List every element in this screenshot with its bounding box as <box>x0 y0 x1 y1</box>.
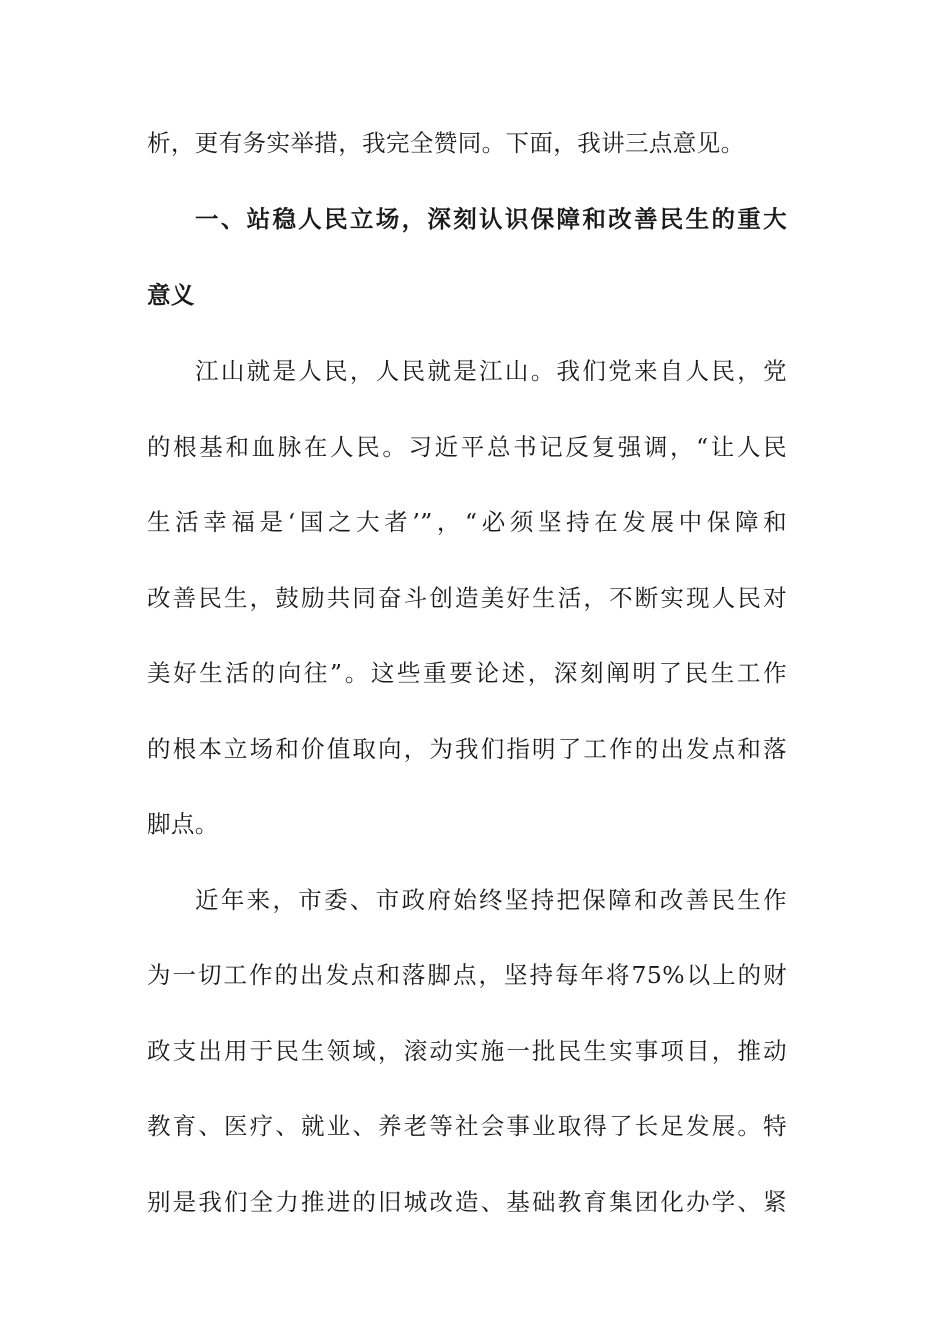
body-line: 改善民生，鼓励共同奋斗创造美好生活，不断实现人民对 <box>147 584 787 612</box>
body-line: 生活幸福是‘国之大者’”，“必须坚持在发展中保障和 <box>147 508 787 536</box>
body-line: 政支出用于民生领域，滚动实施一批民生实事项目，推动 <box>147 1037 787 1065</box>
body-line: 的根基和血脉在人民。习近平总书记反复强调，“让人民 <box>147 433 787 461</box>
body-line: 美好生活的向往”。这些重要论述，深刻阐明了民生工作 <box>147 659 787 687</box>
section-heading-line-2: 意义 <box>147 281 195 309</box>
body-line: 为一切工作的出发点和落脚点，坚持每年将75%以上的财 <box>147 961 787 989</box>
body-line: 的根本立场和价值取向，为我们指明了工作的出发点和落 <box>147 735 787 763</box>
section-heading-line-1: 一、站稳人民立场，深刻认识保障和改善民生的重大 <box>195 205 787 233</box>
body-line: 江山就是人民，人民就是江山。我们党来自人民，党 <box>195 357 787 385</box>
body-line: 别是我们全力推进的旧城改造、基础教育集团化办学、紧 <box>147 1188 787 1216</box>
paragraph-continuation-line: 析，更有务实举措，我完全赞同。下面，我讲三点意见。 <box>147 129 745 157</box>
body-line: 教育、医疗、就业、养老等社会事业取得了长足发展。特 <box>147 1112 787 1140</box>
body-line: 近年来，市委、市政府始终坚持把保障和改善民生作 <box>195 886 787 914</box>
body-line: 脚点。 <box>147 810 219 838</box>
